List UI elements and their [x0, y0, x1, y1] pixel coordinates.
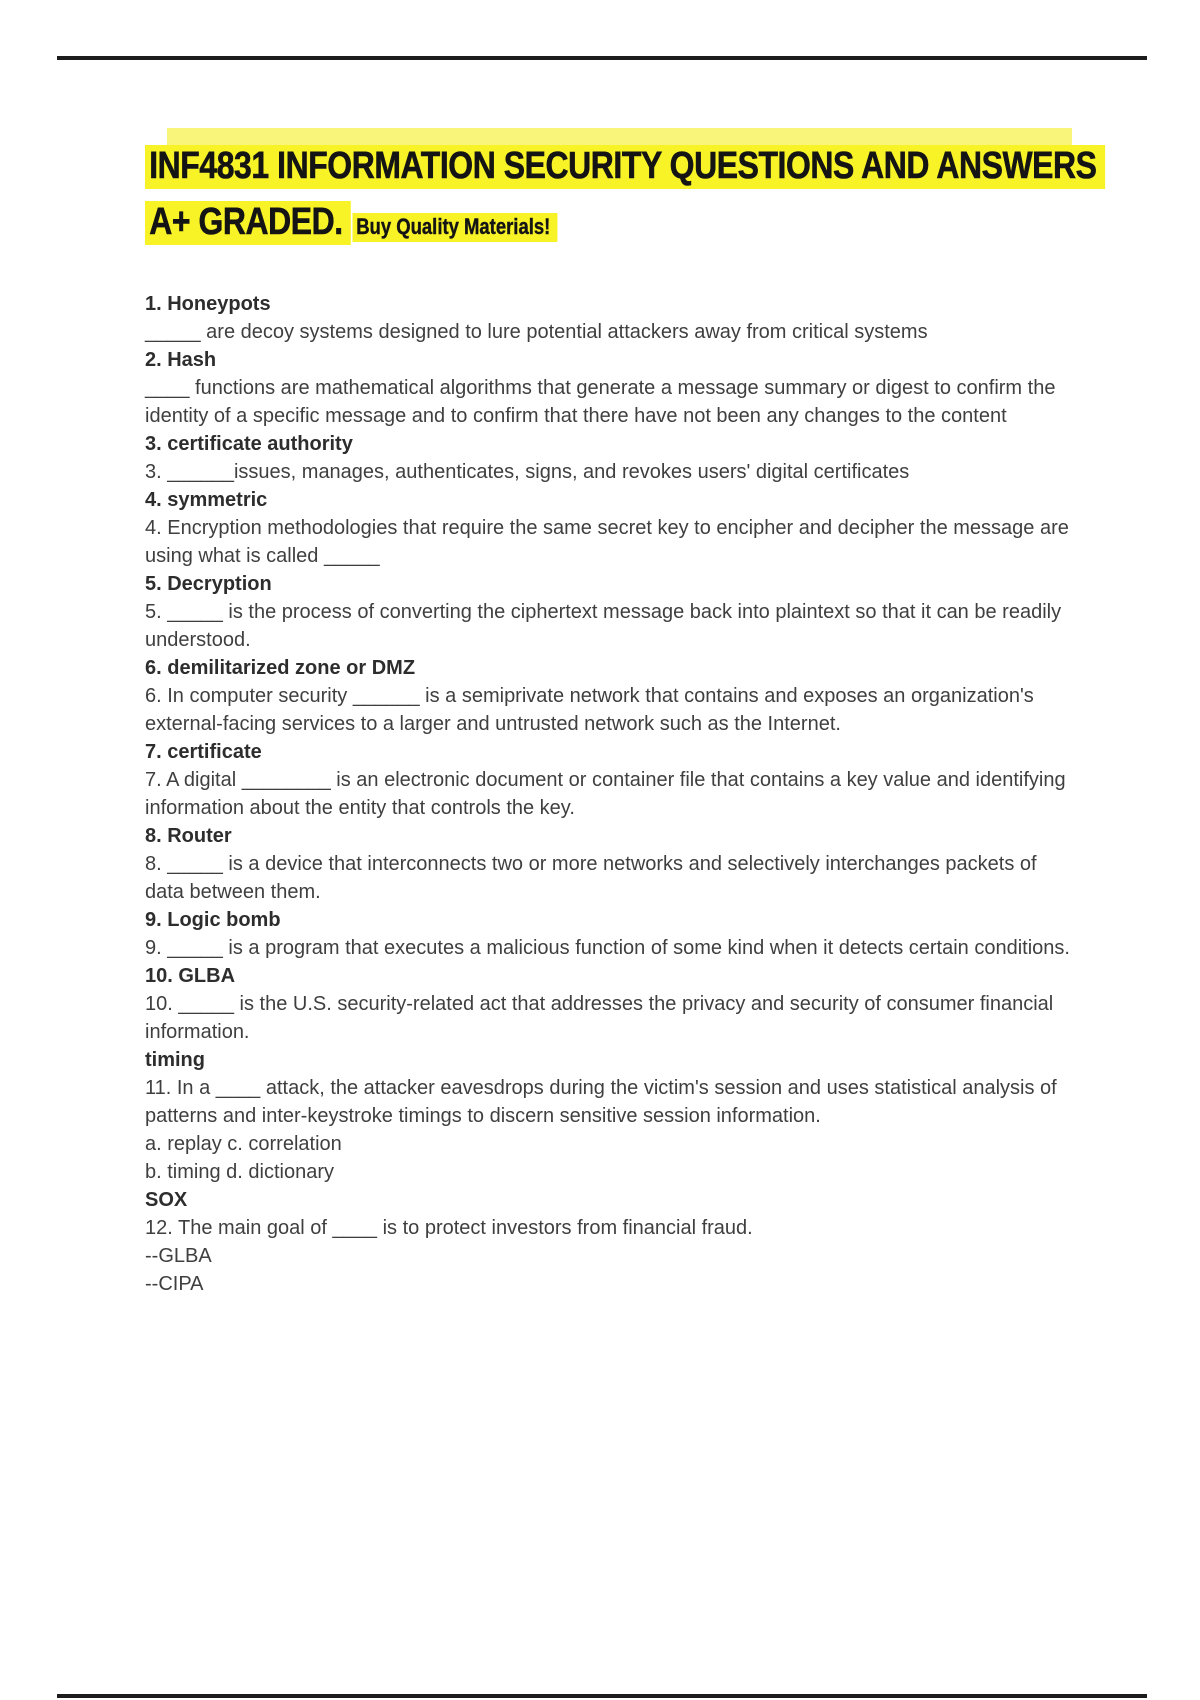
- question-text: 7. A digital ________ is an electronic document or container file that contains a key value and identifying information about the entity that controls the key.: [145, 769, 1066, 819]
- qa-item: [145, 346, 1070, 430]
- question-text: 8. _____ is a device that interconnects two or more networks and selectively interchanges packets of data between them.: [145, 853, 1037, 903]
- qa-list: [145, 290, 1070, 1298]
- title-tagline: Buy Quality Materials!: [353, 213, 557, 242]
- answer-option: --CIPA: [145, 1273, 204, 1295]
- question-text: 6. In computer security ______ is a semiprivate network that contains and exposes an organization's external-facing services to a larger and untrusted network such as the Internet.: [145, 685, 1034, 735]
- qa-item: [145, 738, 1070, 822]
- term-label: 7. certificate: [145, 741, 262, 763]
- term-label: SOX: [145, 1189, 188, 1211]
- term-label: 4. symmetric: [145, 489, 268, 511]
- highlight-strip: [167, 128, 1072, 145]
- qa-item: [145, 570, 1070, 654]
- term-label: 5. Decryption: [145, 573, 272, 595]
- title-line-1: [145, 145, 1105, 189]
- footer-rule: [57, 1694, 1147, 1698]
- question-text: 5. _____ is the process of converting the ciphertext message back into plaintext so that it can be readily understood.: [145, 601, 1062, 651]
- document-subtitle: A+ GRADED.: [145, 201, 351, 245]
- qa-item: [145, 962, 1070, 1046]
- qa-item: [145, 822, 1070, 906]
- qa-item: [145, 906, 1070, 962]
- term-label: 3. certificate authority: [145, 433, 353, 455]
- qa-item: [145, 1186, 1070, 1298]
- document-title: INF4831 INFORMATION SECURITY QUESTIONS AND ANSWERS: [145, 145, 1105, 189]
- qa-item: [145, 654, 1070, 738]
- question-text: _____ are decoy systems designed to lure potential attackers away from critical systems: [145, 321, 928, 343]
- answer-option: a. replay c. correlation: [145, 1133, 342, 1155]
- header-rule: [57, 56, 1147, 60]
- term-label: 6. demilitarized zone or DMZ: [145, 657, 416, 679]
- term-label: 10. GLBA: [145, 965, 236, 987]
- qa-item: [145, 486, 1070, 570]
- term-label: 1. Honeypots: [145, 293, 271, 315]
- answer-option: --GLBA: [145, 1245, 212, 1267]
- term-label: 9. Logic bomb: [145, 909, 281, 931]
- question-text: 4. Encryption methodologies that require the same secret key to encipher and decipher the message are using what is called _____: [145, 517, 1069, 567]
- question-text: 11. In a ____ attack, the attacker eavesdrops during the victim's session and uses statistical analysis of patterns and inter-keystroke timings to discern sensitive session information.: [145, 1077, 1057, 1127]
- term-label: 2. Hash: [145, 349, 217, 371]
- question-text: 10. _____ is the U.S. security-related act that addresses the privacy and security of consumer financial information.: [145, 993, 1054, 1043]
- answer-option: b. timing d. dictionary: [145, 1161, 334, 1183]
- question-text: 9. _____ is a program that executes a malicious function of some kind when it detects certain conditions.: [145, 937, 1070, 959]
- title-block: [145, 128, 1200, 245]
- qa-item: [145, 1046, 1070, 1186]
- qa-item: [145, 430, 1070, 486]
- qa-item: [145, 290, 1070, 346]
- question-text: 12. The main goal of ____ is to protect investors from financial fraud.: [145, 1217, 753, 1239]
- term-label: timing: [145, 1049, 205, 1071]
- term-label: 8. Router: [145, 825, 232, 847]
- title-line-2: [145, 201, 1105, 245]
- question-text: ____ functions are mathematical algorithms that generate a message summary or digest to confirm the identity of a specific message and to confirm that there have not been any changes to the content: [145, 377, 1056, 427]
- question-text: 3. ______issues, manages, authenticates, signs, and revokes users' digital certificates: [145, 461, 910, 483]
